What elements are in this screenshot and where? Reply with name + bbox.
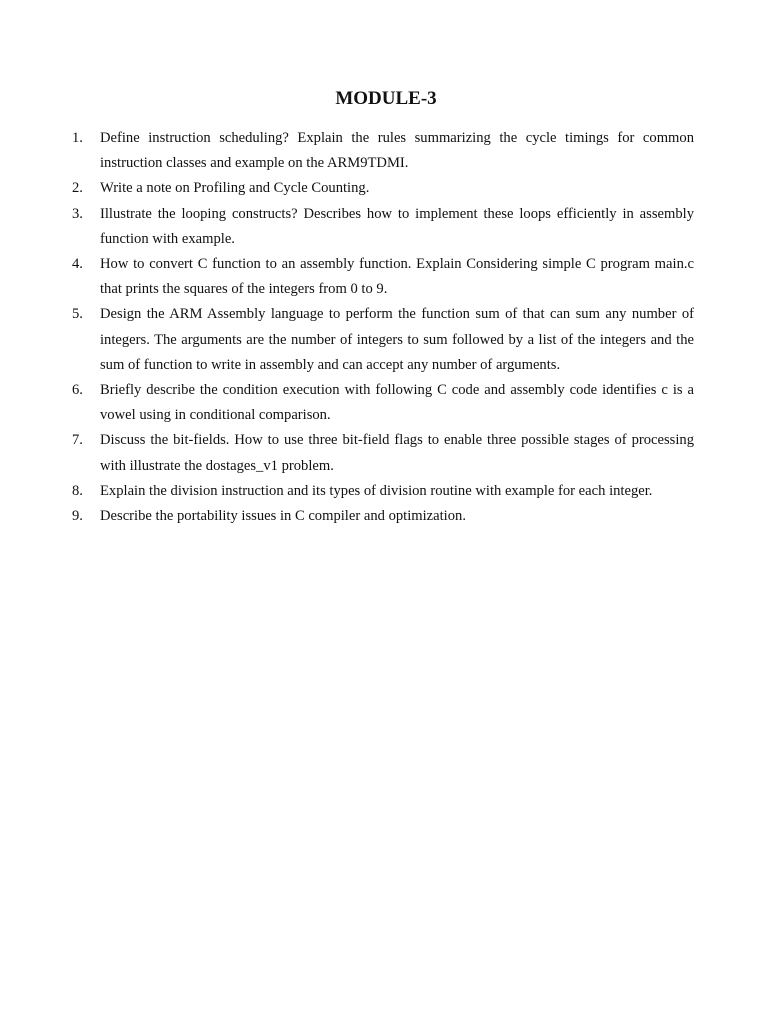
question-text: Briefly describe the condition execution with following C code and assembly code identifies c is a vowel using in conditional comparison. bbox=[100, 382, 694, 424]
question-text: Define instruction scheduling? Explain the rules summarizing the cycle timings for common instruction classes and example on the ARM9TDMI. bbox=[100, 130, 694, 172]
list-item bbox=[72, 126, 694, 176]
list-item bbox=[72, 302, 694, 378]
question-text: Write a note on Profiling and Cycle Counting. bbox=[100, 180, 370, 197]
question-list bbox=[72, 126, 694, 529]
question-number: 9. bbox=[72, 508, 83, 525]
question-text: Describe the portability issues in C compiler and optimization. bbox=[100, 508, 466, 525]
question-number: 7. bbox=[72, 432, 83, 449]
question-text: Design the ARM Assembly language to perform the function sum of that can sum any number of integers. The arguments are the number of integers to sum followed by a list of the integers and the sum of function to write in assembly and can accept any number of arguments. bbox=[100, 306, 694, 373]
question-number: 2. bbox=[72, 180, 83, 197]
list-item bbox=[72, 428, 694, 478]
page-title: MODULE-3 bbox=[335, 88, 437, 109]
list-item bbox=[72, 378, 694, 428]
question-number: 1. bbox=[72, 130, 83, 146]
question-text: Illustrate the looping constructs? Describes how to implement these loops efficiently in assembly function with example. bbox=[100, 205, 694, 247]
question-text: How to convert C function to an assembly function. Explain Considering simple C program main.c that prints the squares of the integers from 0 to 9. bbox=[100, 256, 694, 298]
list-item bbox=[72, 252, 694, 302]
list-item bbox=[72, 479, 694, 504]
question-text: Discuss the bit-fields. How to use three bit-field flags to enable three possible stages of processing with illustrate the dostages_v1 problem. bbox=[100, 432, 694, 474]
list-item bbox=[72, 202, 694, 252]
question-number: 8. bbox=[72, 482, 83, 499]
question-number: 3. bbox=[72, 205, 83, 222]
question-text: Explain the division instruction and its types of division routine with example for each integer. bbox=[100, 482, 653, 499]
question-number: 5. bbox=[72, 306, 83, 323]
list-item bbox=[72, 504, 694, 529]
question-number: 4. bbox=[72, 256, 83, 273]
question-number: 6. bbox=[72, 382, 83, 399]
list-item bbox=[72, 176, 694, 201]
